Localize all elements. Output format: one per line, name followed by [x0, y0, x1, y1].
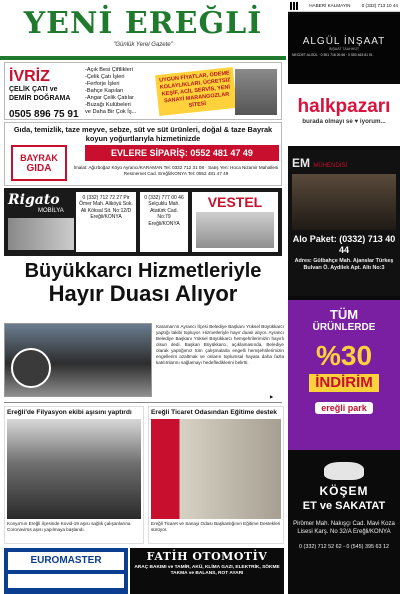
ad-fatih-otomotiv[interactable]: [130, 548, 284, 594]
euromaster-logo: EUROMASTER: [8, 552, 124, 570]
eregli-park-logo: ereğli park: [315, 402, 373, 414]
halkpazari-slogan: burada olmayı se ♥ iyorum...: [302, 118, 386, 125]
masthead: [0, 0, 286, 60]
ivriz-promo: UYGUN FİYATLAR, ÖDEME KOLAYLIKLARI, ÜCRETSİZ KEŞİF, ACİL SERVİS, YENİ SANAYİ MARANGOZLAR SİTESİ: [155, 67, 237, 116]
story1-photo[interactable]: [4, 323, 152, 397]
service-item: -Buzağı Kulübeleri: [85, 102, 131, 108]
eregli-indirim: İNDİRİM: [309, 374, 379, 392]
ad-et-muhendisi[interactable]: [288, 150, 400, 296]
bull-icon: [324, 462, 364, 480]
rigato-address: 0 (332) 712 72 27 Pir Ömer Mah. Aliköyü Sok. Ali Köksal Sit. No:12/D Ereğli/KONYA: [76, 192, 136, 252]
kosem-logo: KÖŞEM: [319, 484, 369, 498]
algul-tagline: İNŞAAT TAAHHÜT: [328, 47, 360, 51]
story2-box[interactable]: [4, 406, 144, 544]
ad-bayrak[interactable]: [4, 122, 282, 186]
ivriz-photo: [235, 69, 277, 115]
ivriz-brand: [9, 69, 81, 120]
topbar-phone: 0 (332) 713 10 44: [361, 3, 398, 8]
algul-logo: ALGÜL İNŞAAT: [302, 36, 386, 47]
vestel-logo: VESTEL: [207, 194, 263, 210]
kosem-phone: 0 (332) 712 52 62 - 0 (545) 395 63 12: [299, 544, 389, 550]
ad-kosem[interactable]: [288, 454, 400, 594]
service-item: -Angar Çelik Çatılar: [85, 95, 134, 101]
newspaper-title[interactable]: YENİ EREĞLİ: [23, 6, 263, 41]
euromaster-strip: [8, 574, 124, 588]
service-item: -Açık Besi Çiftlikleri: [85, 67, 133, 73]
eregli-urunlerde: ÜRÜNLERDE: [312, 322, 376, 333]
ivriz-sub2: DEMİR DOĞRAMA: [9, 95, 71, 102]
algul-contact: NECDET ALGÜL · 0 551 718 26 66 · 0 553 463 81 01: [292, 53, 373, 57]
ivriz-phone: 0505 896 75 91: [9, 109, 79, 120]
masthead-divider: [0, 56, 286, 60]
ivriz-logo: İVRİZ: [9, 68, 50, 85]
service-item: ve Daha Bir Çok İş...: [85, 109, 137, 115]
bayrak-headline: Gıda, temizlik, taze meyve, sebze, süt ve süt ürünleri, doğal & taze Bayrak koyun yoğurtlarıyla hizmetinizde: [13, 125, 273, 143]
story3-title[interactable]: Ereğli Ticaret Odasından Eğitime destek: [151, 409, 277, 416]
story1-more-icon[interactable]: ▶: [270, 394, 274, 399]
vestel-photo: [196, 212, 274, 248]
kosem-sub: ET ve SAKATAT: [302, 500, 386, 512]
eregli-tum: TÜM: [329, 307, 359, 322]
eregli-discount: %30: [315, 340, 373, 371]
ad-euromaster[interactable]: [4, 548, 128, 594]
halkpazari-logo: halkpazarı: [297, 96, 391, 117]
ad-eregli-park[interactable]: [288, 300, 400, 450]
mh-photo: [292, 174, 396, 230]
story2-caption: Konya'nın Ereğli ilçesinde Kovid-19 aşısı sağlık çalışanlarına Coronavirüs aşısı yapılmaya başlandı.: [7, 521, 131, 532]
mh-logo: EM MÜHENDİSİ: [292, 156, 348, 170]
kosem-address: Pirömer Mah. Nakışçı Cad. Mavi Koza Lisesi Karş. No 32/A Ereğli/KONYA: [293, 521, 395, 535]
ad-ivriz[interactable]: [4, 62, 282, 120]
vestel-address: 0 (332) 777 00 46 Selçuklu Mah. Atatürk Cad. No:79 Ereğli/KONYA: [140, 192, 188, 252]
story2-title[interactable]: Ereğli'de Filyasyon ekibi aşısını yaptırdı: [7, 409, 132, 416]
newspaper-subtitle: "Günlük Yerel Gazete": [113, 42, 173, 48]
bayrak-address: İmalat: Ağızboğaz Köyü Ayrancı/KARAMAN Tel: 0332 712 31 08 · Satış Yeri: Hoca Nizamir Mahallesi Resmemet Cad. Ereğli/KONYA Tel: 0552 481 47 49: [73, 165, 279, 176]
story1-inset-photo: [11, 348, 51, 388]
service-item: -Çelik Çatı İşleri: [85, 74, 125, 80]
qr-icon: [290, 2, 298, 10]
rigato-photo: [8, 218, 74, 250]
rigato-sub: MOBİLYA: [38, 208, 64, 214]
bayrak-logo-text: BAYRAK: [20, 153, 58, 163]
ad-column: [288, 0, 400, 594]
bayrak-logo: [11, 145, 67, 181]
headline-line1: Büyükkarcı Hizmetleriyle: [24, 260, 262, 282]
bayrak-order-phone: EVLERE SİPARİŞ: 0552 481 47 49: [85, 145, 279, 161]
story2-photo: [7, 419, 141, 519]
ad-halkpazari[interactable]: [288, 84, 400, 146]
mh-address: Adres: Gülbahçe Mah. Ajanslar Türkeş Bulvarı Ö. Aydilek Apt. Altı No:3: [294, 258, 394, 271]
service-item: -Bahçe Kapıları: [85, 88, 124, 94]
fatih-title: FATİH OTOMOTİV: [146, 550, 268, 563]
headline-line2: Hayır Duası Alıyor: [48, 281, 238, 306]
bayrak-logo-sub: GIDA: [26, 163, 52, 174]
ad-rigato-vestel[interactable]: [4, 188, 282, 256]
main-headline[interactable]: [4, 260, 282, 306]
fatih-services: ARAÇ BAKIMI ve TAMİR, AKÜ, KLİMA GAZI, ELEKTRİK, SÖKME TAKMA ve BALANS, ROT AYARI: [134, 565, 280, 576]
divider: [4, 402, 282, 403]
story3-box[interactable]: [148, 406, 284, 544]
ad-algul-insaat[interactable]: [288, 14, 400, 80]
ivriz-services: [85, 67, 155, 116]
ivriz-sub1: ÇELİK ÇATI ve: [9, 86, 58, 93]
top-bar: [288, 0, 400, 12]
story3-caption: Ereğli Ticaret ve Sanayi Odası Başkanlığının Eğitime Destekleri sürüyor.: [151, 521, 281, 532]
service-item: -Ferforje İşleri: [85, 81, 120, 87]
topbar-left: HABERİ KALMAYIN: [309, 3, 351, 8]
story3-photo: [151, 419, 281, 519]
mh-phone: Alo Paket: (0332) 713 40 44: [292, 234, 396, 255]
rigato-logo: Rigato: [8, 192, 60, 208]
vestel-box: [192, 192, 278, 252]
story1-text: Karaman'ın Ayrancı İlçesi Belediye Başkanı Yüksel Büyükkarcı yaptığı takibi topluyor. Hizmetleriyle hayır duası alıyor. Ayrancı Belediye Başkanı Yüksel Büyükkarcı hemşehrilerimizin hayırlı olsun dedi. Başkan Büyükkarcı, açıklamasında, Belediye olarak yaptığımız tüm çalışmalarla engelli hemşehrilerimizin engellerini azaltmak ve onların toplumsal hayata daha fazla katılımlarını sağlamayı hedeflediklerini belirtti.: [156, 324, 284, 365]
mh-sub: MÜHENDİSİ: [313, 163, 348, 169]
